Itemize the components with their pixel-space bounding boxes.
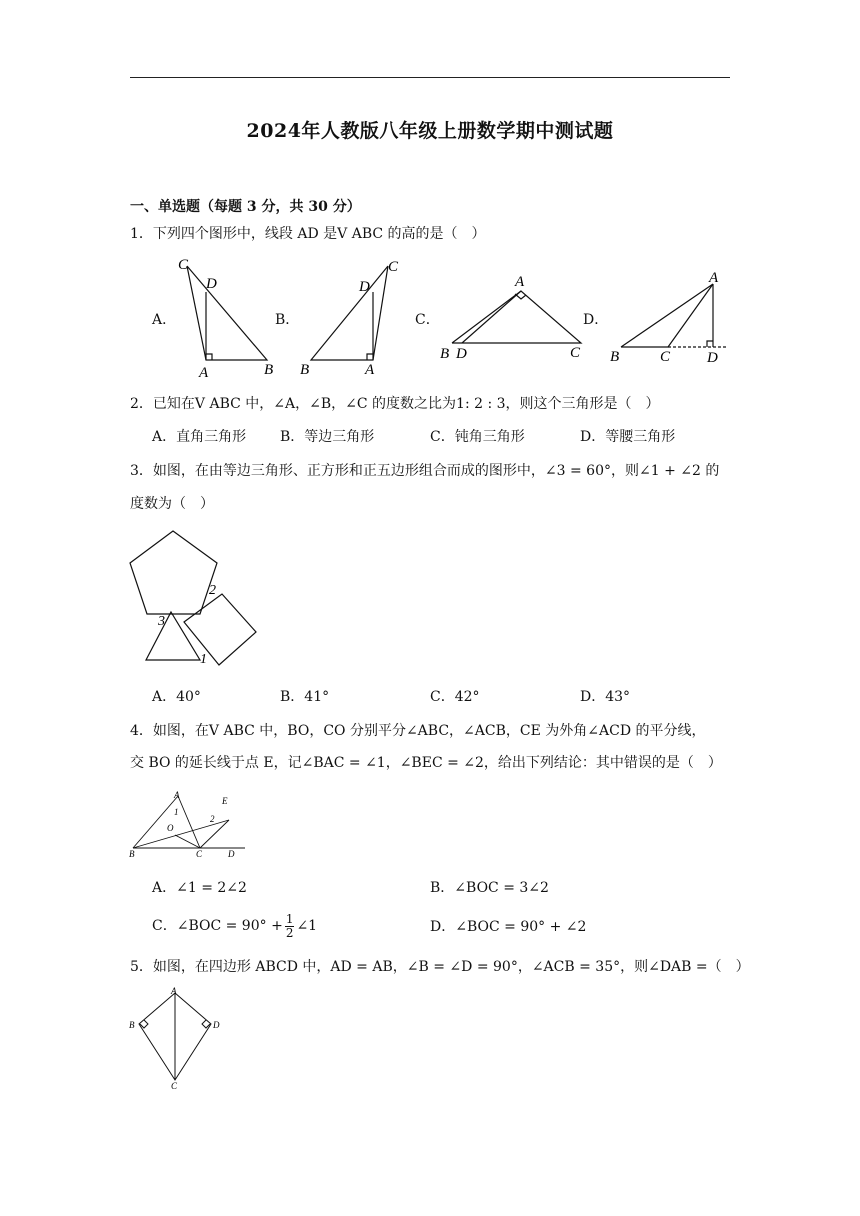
header-rule <box>130 77 730 78</box>
angle-2-label: 2 <box>209 583 216 598</box>
label-c: C <box>171 1081 178 1091</box>
q4-option-c-suffix: ∠1 <box>296 918 318 934</box>
label-a: A <box>171 986 177 996</box>
label-o: O <box>167 823 174 833</box>
q1-option-d: D． <box>583 312 609 328</box>
label-b: B <box>300 362 310 378</box>
fraction-one-half <box>285 913 295 940</box>
label-a: A <box>365 362 375 378</box>
angle-1-label: 1 <box>174 807 179 817</box>
q1-stem: 1．下列四个图形中，线段 AD 是V ABC 的高的是（ ） <box>130 226 486 242</box>
q2-option-a: A．直角三角形 <box>152 429 247 445</box>
q2-option-b: B．等边三角形 <box>280 429 375 445</box>
q3-stem-line1: 3．如图，在由等边三角形、正方形和正五边形组合而成的图形中，∠3 = 60°，则∠1 + ∠2 的 <box>130 463 720 479</box>
q3-stem-line2: 度数为（ ） <box>130 496 214 512</box>
label-a: A <box>199 365 209 381</box>
angle-1-label: 1 <box>200 652 207 667</box>
q3-option-b: B．41° <box>280 689 330 705</box>
q4-stem-line2: 交 BO 的延长线于点 E，记∠BAC = ∠1，∠BEC = ∠2，给出下列结论：其中错误的是（ ） <box>130 755 722 771</box>
q3-figure <box>125 528 265 668</box>
q4-option-d: D．∠BOC = 90° + ∠2 <box>430 919 587 935</box>
q1-figure-d <box>605 265 735 370</box>
q1-option-c: C． <box>415 312 440 328</box>
label-d: D <box>359 279 370 295</box>
label-a: A <box>174 790 180 800</box>
label-c: C <box>388 259 399 275</box>
label-e: E <box>222 796 228 806</box>
q4-option-b: B．∠BOC = 3∠2 <box>430 880 549 896</box>
q4-option-a: A．∠1 = 2∠2 <box>152 880 247 896</box>
label-c: C <box>196 849 203 859</box>
q4-option-c <box>152 908 317 944</box>
label-b: B <box>129 849 135 859</box>
label-a: A <box>709 270 719 286</box>
label-d: D <box>456 346 467 362</box>
q2-stem: 2．已知在V ABC 中，∠A，∠B，∠C 的度数之比为1: 2 : 3，则这个三角形是（ ） <box>130 396 660 412</box>
label-b: B <box>610 349 620 365</box>
label-b: B <box>264 362 274 378</box>
q4-figure <box>128 790 248 865</box>
angle-3-label: 3 <box>158 614 165 629</box>
label-b: B <box>440 346 450 362</box>
page-title: 2024年人教版八年级上册数学期中测试题 <box>246 120 614 142</box>
label-c: C <box>660 349 671 365</box>
section-heading: 一、单选题（每题 3 分，共 30 分） <box>130 199 361 215</box>
q1-figure-c <box>435 268 595 368</box>
q4-option-c-prefix: C．∠BOC = 90° + <box>152 918 283 934</box>
q2-option-d: D．等腰三角形 <box>580 429 676 445</box>
label-d: D <box>228 849 235 859</box>
q1-figure-a <box>170 252 280 382</box>
fraction-denominator: 2 <box>285 925 294 940</box>
q3-option-a: A．40° <box>152 689 201 705</box>
label-c: C <box>570 345 581 361</box>
fraction-numerator: 1 <box>285 911 294 926</box>
label-a: A <box>515 274 525 290</box>
q2-option-c: C．钝角三角形 <box>430 429 525 445</box>
q1-option-a: A． <box>152 312 177 328</box>
q5-figure <box>127 985 227 1090</box>
q1-figure-b <box>295 252 410 382</box>
label-d: D <box>213 1020 220 1030</box>
q3-option-c: C．42° <box>430 689 480 705</box>
label-b: B <box>129 1020 135 1030</box>
label-d: D <box>206 276 217 292</box>
angle-2-label: 2 <box>210 814 215 824</box>
label-d: D <box>707 350 718 366</box>
label-c: C <box>178 257 189 273</box>
q1-option-b: B． <box>275 312 300 328</box>
q4-stem-line1: 4．如图，在V ABC 中，BO，CO 分别平分∠ABC，∠ACB，CE 为外角∠ACD 的平分线， <box>130 723 706 739</box>
q3-option-d: D．43° <box>580 689 631 705</box>
q5-stem: 5．如图，在四边形 ABCD 中，AD = AB，∠B = ∠D = 90°，∠ACB = 35°，则∠DAB =（ ） <box>130 959 750 975</box>
